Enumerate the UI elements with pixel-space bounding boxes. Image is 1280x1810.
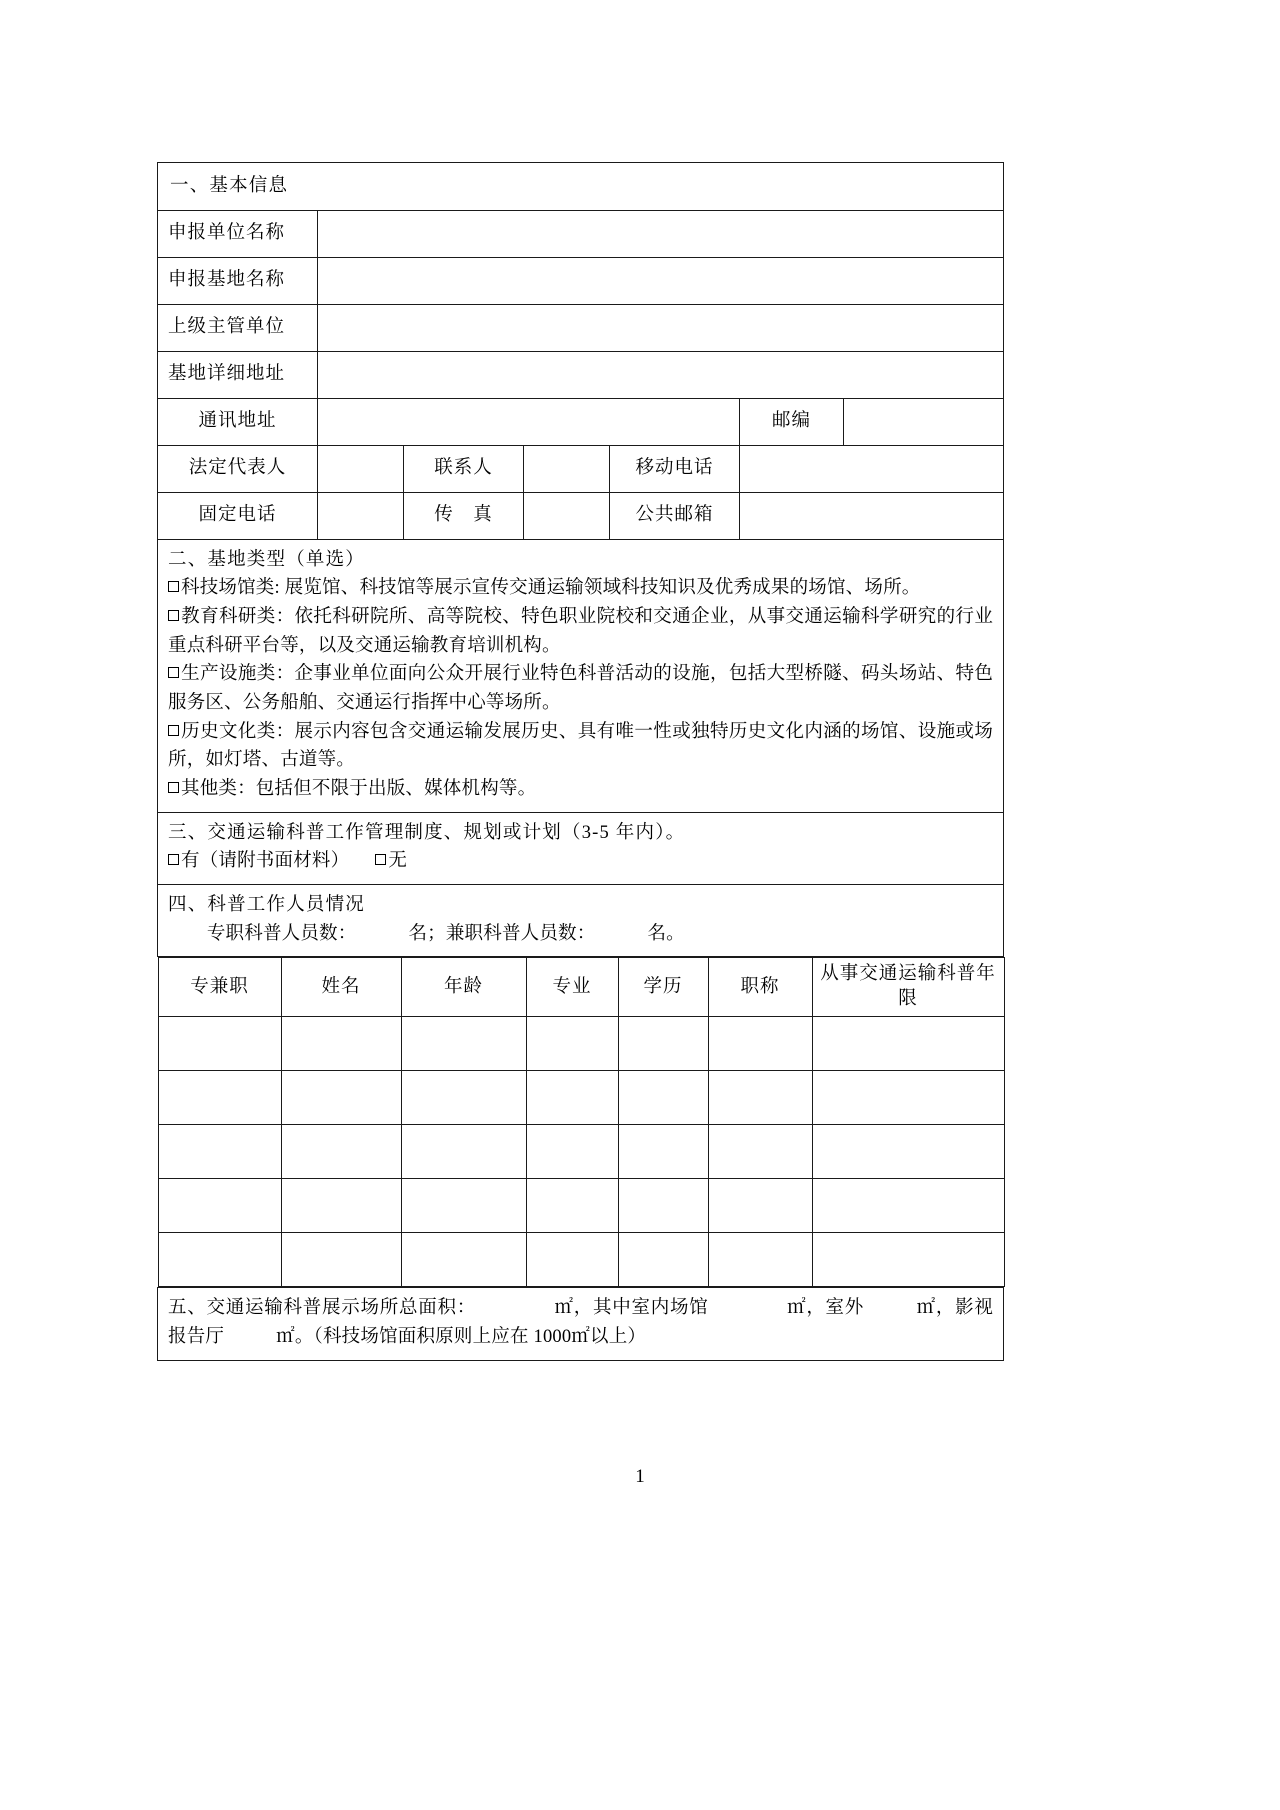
form-table: [157, 162, 1004, 1361]
checkbox-icon[interactable]: [375, 854, 386, 865]
cell-years-experience[interactable]: [812, 1071, 1004, 1125]
table-row: [158, 1017, 1004, 1071]
table-row: [158, 1071, 1004, 1125]
row-contact-primary: [158, 445, 1004, 492]
field-mobile-phone[interactable]: [740, 445, 1004, 492]
label-mobile-phone: 移动电话: [610, 445, 740, 492]
section4-staff-counts: [168, 920, 993, 949]
label-landline-phone: 固定电话: [158, 492, 318, 539]
field-landline-phone[interactable]: [318, 492, 404, 539]
label-base-name: 申报基地名称: [158, 257, 318, 304]
section4-block: [158, 885, 1004, 957]
cell-name[interactable]: [281, 1233, 401, 1287]
section1-heading: 一、基本信息: [158, 163, 1004, 211]
section2-row: [158, 539, 1004, 812]
section1-heading-row: [158, 163, 1004, 211]
section5-unit-total: ㎡: [553, 1298, 574, 1319]
section5-label-theater: ，影视报告厅: [168, 1298, 994, 1348]
section2-option-tech-venue[interactable]: [168, 574, 993, 603]
field-base-address[interactable]: [318, 351, 1004, 398]
table-row: [158, 1233, 1004, 1287]
section4-heading: 四、科普工作人员情况: [168, 895, 366, 916]
label-parttime-staff: 兼职科普人员数：: [445, 923, 596, 944]
cell-title[interactable]: [708, 1125, 812, 1179]
cell-name[interactable]: [281, 1179, 401, 1233]
cell-age[interactable]: [401, 1071, 526, 1125]
section3-options: [168, 847, 993, 876]
table-row: [158, 1179, 1004, 1233]
cell-title[interactable]: [708, 1071, 812, 1125]
cell-education[interactable]: [618, 1071, 708, 1125]
section5-label-total-area: 五、交通运输科普展示场所总面积：: [168, 1298, 476, 1319]
section3-heading: 三、交通运输科普工作管理制度、规划或计划（3-5 年内）。: [168, 822, 686, 843]
staff-table-holder: [158, 957, 1004, 1288]
cell-years-experience[interactable]: [812, 1233, 1004, 1287]
checkbox-icon[interactable]: [168, 782, 179, 793]
cell-title[interactable]: [708, 1179, 812, 1233]
label-fax: 传 真: [404, 492, 524, 539]
section5-unit-theater: ㎡: [276, 1327, 295, 1348]
cell-employment-type[interactable]: [158, 1071, 281, 1125]
field-mailing-address[interactable]: [318, 398, 740, 445]
column-header-education: 学历: [618, 958, 708, 1017]
label-base-address: 基地详细地址: [158, 351, 318, 398]
row-contact-secondary: [158, 492, 1004, 539]
cell-education[interactable]: [618, 1179, 708, 1233]
cell-employment-type[interactable]: [158, 1233, 281, 1287]
section2-option-education-research-label: 教育科研类：依托科研院所、高等院校、特色职业院校和交通企业，从事交通运输科学研究的行业重点科研平台等，以及交通运输教育培训机构。: [168, 607, 994, 656]
section2-option-historical-culture[interactable]: [168, 718, 993, 775]
section2-heading: 二、基地类型（单选）: [168, 549, 366, 570]
label-postcode: 邮编: [740, 398, 844, 445]
column-header-name: 姓名: [281, 958, 401, 1017]
cell-employment-type[interactable]: [158, 1017, 281, 1071]
section5-label-outdoor: ，室外: [806, 1298, 865, 1319]
row-base-address: [158, 351, 1004, 398]
section5-label-indoor: ，其中室内场馆: [573, 1298, 709, 1319]
table-row: [158, 1125, 1004, 1179]
section2-option-other-label: 其他类：包括但不限于出版、媒体机构等。: [181, 779, 537, 800]
field-contact-person[interactable]: [524, 445, 610, 492]
cell-title[interactable]: [708, 1233, 812, 1287]
column-header-title: 职称: [708, 958, 812, 1017]
cell-education[interactable]: [618, 1125, 708, 1179]
row-base-name: [158, 257, 1004, 304]
cell-age[interactable]: [401, 1179, 526, 1233]
cell-name[interactable]: [281, 1125, 401, 1179]
section5-block: [158, 1288, 1004, 1360]
unit-fulltime-staff: 名；: [408, 923, 446, 944]
label-applicant-unit: 申报单位名称: [158, 210, 318, 257]
section3-option-yes-label: 有（请附书面材料）: [181, 851, 350, 872]
label-fulltime-staff: 专职科普人员数：: [206, 923, 357, 944]
cell-major[interactable]: [526, 1017, 618, 1071]
label-supervising-unit: 上级主管单位: [158, 304, 318, 351]
section3-row: [158, 812, 1004, 884]
section2-option-education-research[interactable]: [168, 603, 993, 660]
checkbox-icon[interactable]: [168, 610, 179, 621]
page-number: 1: [635, 1466, 645, 1487]
label-legal-representative: 法定代表人: [158, 445, 318, 492]
cell-age[interactable]: [401, 1233, 526, 1287]
section2-block: [158, 539, 1004, 812]
unit-parttime-staff: 名。: [647, 923, 685, 944]
label-contact-person: 联系人: [404, 445, 524, 492]
field-base-name[interactable]: [318, 257, 1004, 304]
checkbox-icon[interactable]: [168, 854, 179, 865]
section5-unit-outdoor: ㎡: [916, 1298, 936, 1319]
section2-option-production-facility-label: 生产设施类：企事业单位面向公众开展行业特色科普活动的设施，包括大型桥隧、码头场站、特色服务区、公务船舶、交通运行指挥中心等场所。: [168, 664, 994, 714]
staff-table-header-row: [158, 958, 1004, 1017]
section2-option-tech-venue-label: 科技场馆类: 展览馆、科技馆等展示宣传交通运输领域科技知识及优秀成果的场馆、场所。: [181, 578, 921, 599]
checkbox-icon[interactable]: [168, 725, 179, 736]
cell-name[interactable]: [281, 1071, 401, 1125]
cell-education[interactable]: [618, 1017, 708, 1071]
section2-option-other[interactable]: [168, 775, 993, 804]
cell-age[interactable]: [401, 1125, 526, 1179]
cell-major[interactable]: [526, 1071, 618, 1125]
row-supervising-unit: [158, 304, 1004, 351]
section2-option-production-facility[interactable]: [168, 660, 993, 717]
cell-age[interactable]: [401, 1017, 526, 1071]
cell-title[interactable]: [708, 1017, 812, 1071]
cell-education[interactable]: [618, 1233, 708, 1287]
row-applicant-unit: [158, 210, 1004, 257]
section3-option-no-label: 无: [388, 851, 408, 872]
cell-years-experience[interactable]: [812, 1125, 1004, 1179]
cell-major[interactable]: [526, 1179, 618, 1233]
field-fax[interactable]: [524, 492, 610, 539]
section4-table-row: [158, 957, 1004, 1288]
cell-years-experience[interactable]: [812, 1179, 1004, 1233]
cell-major[interactable]: [526, 1233, 618, 1287]
column-header-major: 专业: [526, 958, 618, 1017]
field-public-email[interactable]: [740, 492, 1004, 539]
column-header-age: 年龄: [401, 958, 526, 1017]
field-legal-representative[interactable]: [318, 445, 404, 492]
cell-employment-type[interactable]: [158, 1125, 281, 1179]
cell-employment-type[interactable]: [158, 1179, 281, 1233]
row-mailing-address: [158, 398, 1004, 445]
column-header-employment-type: 专兼职: [158, 958, 281, 1017]
section2-option-historical-culture-label: 历史文化类：展示内容包含交通运输发展历史、具有唯一性或独特历史文化内涵的场馆、设施或场所，如灯塔、古道等。: [168, 721, 994, 771]
checkbox-icon[interactable]: [168, 667, 179, 678]
section5-note: 。（科技场馆面积原则上应在 1000㎡以上）: [294, 1327, 647, 1348]
cell-major[interactable]: [526, 1125, 618, 1179]
label-mailing-address: 通讯地址: [158, 398, 318, 445]
field-postcode[interactable]: [844, 398, 1004, 445]
label-public-email: 公共邮箱: [610, 492, 740, 539]
section5-unit-indoor: ㎡: [786, 1298, 807, 1319]
cell-name[interactable]: [281, 1017, 401, 1071]
field-applicant-unit[interactable]: [318, 210, 1004, 257]
field-supervising-unit[interactable]: [318, 304, 1004, 351]
column-header-years-experience: 从事交通运输科普年限: [812, 958, 1004, 1017]
application-form: [157, 162, 1003, 1361]
section3-block: [158, 812, 1004, 884]
cell-years-experience[interactable]: [812, 1017, 1004, 1071]
staff-table: [158, 957, 1005, 1287]
section4-heading-row: [158, 885, 1004, 957]
section5-area-text: [168, 1294, 993, 1351]
section5-row: [158, 1288, 1004, 1360]
checkbox-icon[interactable]: [168, 581, 179, 592]
